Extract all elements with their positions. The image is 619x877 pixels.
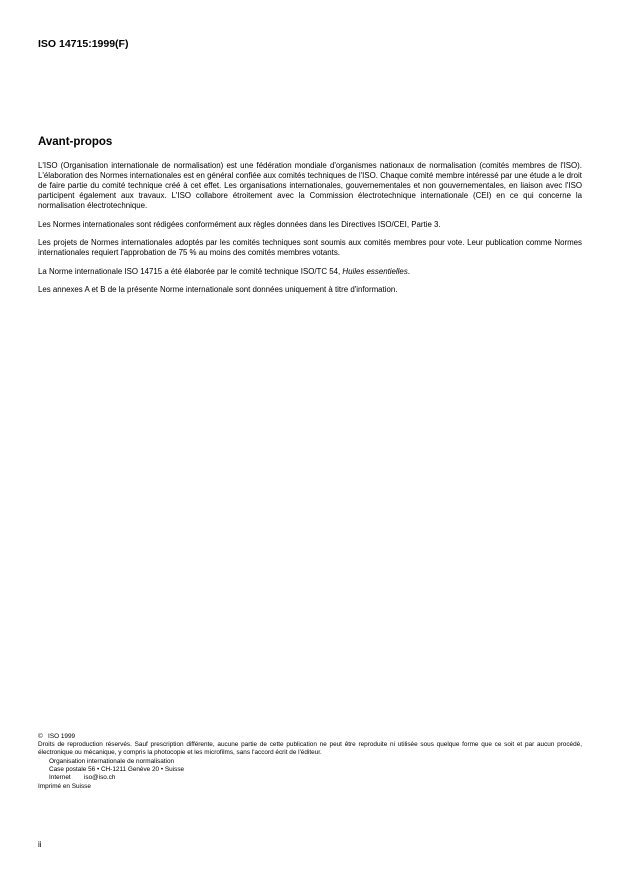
foreword-title: Avant-propos [38, 136, 113, 148]
foreword-paragraph-iso: L'ISO (Organisation internationale de normalisation) est une fédération mondiale d'organismes nationaux de normalisation (comités membres de l'ISO). L'élaboration des Normes internationales est en général confiée aux comités techniques de l'ISO. Chaque comité membre intéressé par une étude a le droit de faire partie du comité technique créé à cet effet. Les organisations internationales, gouvernementales et non gouvernementales, en liaison avec l'ISO participent également aux travaux. L'ISO collabore étroitement avec la Commission électrotechnique internationale (CEI) en ce qui concerne la normalisation électrotechnique. [38, 161, 582, 211]
reproduction-rights: Droits de reproduction réservés. Sauf prescription différente, aucune partie de cette publication ne peut être reproduite ni utilisée sous quelque forme que ce soit et par aucun procédé, électronique ou mécanique, y compris la photocopie et les microfilms, sans l'accord écrit de l'éditeur. [38, 741, 582, 757]
foreword-paragraph-annexes: Les annexes A et B de la présente Norme internationale sont données uniquement à titre d'information. [38, 285, 398, 295]
contact-email: iso@iso.ch [84, 774, 116, 782]
committee-sentence-end: . [407, 266, 410, 276]
copyright-block [38, 733, 582, 791]
committee-sentence: La Norme internationale ISO 14715 a été élaborée par le comité technique ISO/TC 54, [38, 266, 341, 276]
copyright-line [38, 733, 582, 741]
organisation-name: Organisation internationale de normalisation [49, 757, 175, 765]
foreword-paragraph-committee [38, 267, 582, 277]
postal-address: Case postale 56 • CH-1211 Genève 20 • Suisse [49, 765, 185, 773]
page-number: ii [38, 840, 42, 849]
foreword-paragraph-voting: Les projets de Normes internationales adoptés par les comités techniques sont soumis aux comités membres pour vote. Leur publication comme Normes internationales requiert l'approbation de 75 % au moins des comités membres votants. [38, 238, 582, 258]
copyright-symbol: © [38, 733, 43, 740]
document-id: ISO 14715:1999(F) [38, 38, 129, 50]
copyright-year: ISO 1999 [48, 733, 76, 740]
foreword-paragraph-directives: Les Normes internationales sont rédigées conformément aux règles données dans les Directives ISO/CEI, Partie 3. [38, 219, 441, 229]
internet-label: Internet [49, 774, 71, 782]
internet-line [38, 774, 582, 782]
foreword-body [38, 161, 582, 304]
printed-in: Imprimé en Suisse [38, 782, 91, 790]
committee-name: Huiles essentielles [342, 266, 408, 276]
